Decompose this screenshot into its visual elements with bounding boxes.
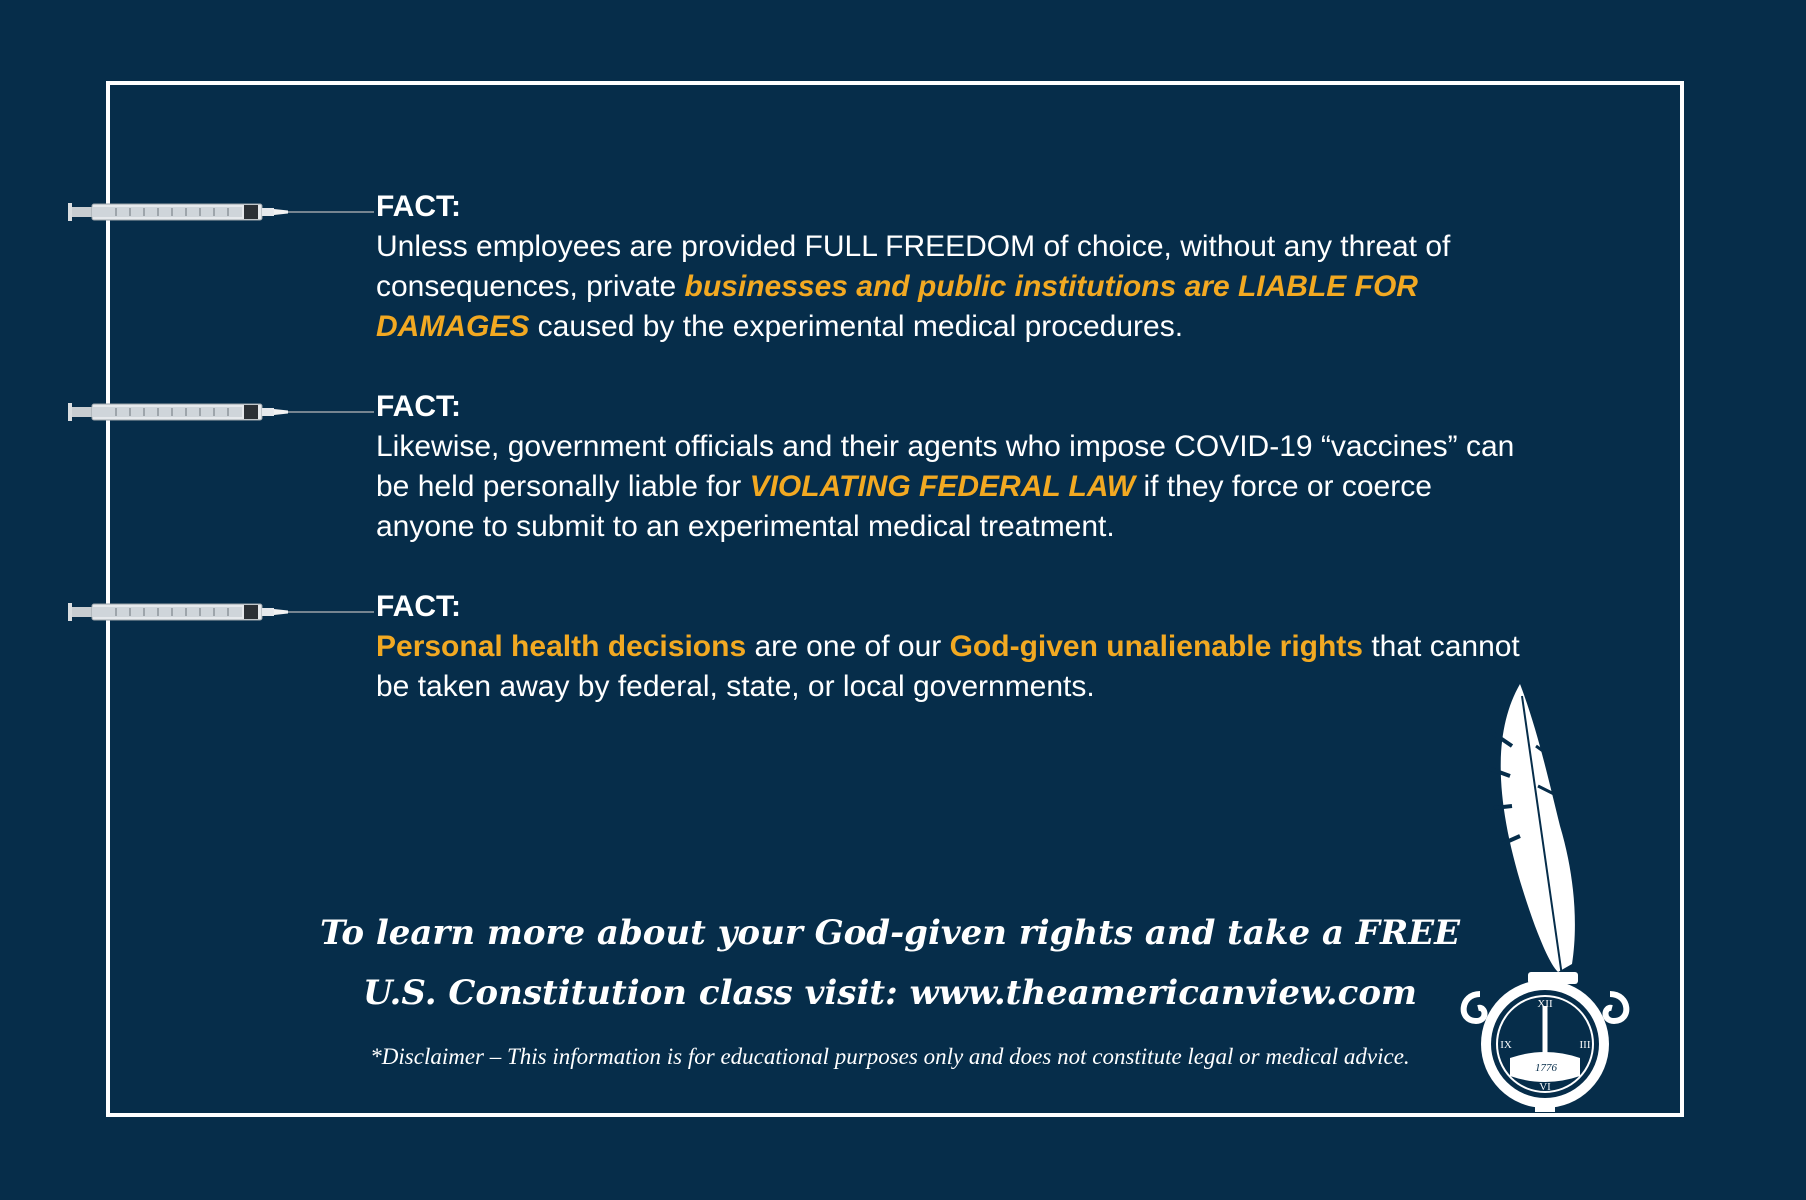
fact-text-3 [376, 587, 1526, 707]
clock-numeral-xii: XII [1537, 998, 1553, 1010]
fact-3-body-end: that cannot be taken away by federal, state, or local governments. [376, 630, 1520, 703]
logo-year: 1776 [1535, 1062, 1557, 1074]
clock-numeral-vi: VI [1539, 1081, 1551, 1093]
fact-2-highlight: VIOLATING FEDERAL LAW [749, 470, 1136, 503]
syringe-icon [66, 395, 376, 429]
syringe-icon [66, 595, 376, 629]
fact-2-body: Likewise, government officials and their agents who impose COVID-19 “vaccines” can be held personally liable for [376, 430, 1515, 503]
fact-1-highlight: businesses and public institutions are LIABLE FOR DAMAGES [376, 270, 1418, 343]
syringe-icon [66, 195, 376, 229]
clock-numeral-iii: III [1579, 1039, 1591, 1051]
fact-text-2 [376, 387, 1526, 547]
fact-1-body-end: caused by the experimental medical procedures. [529, 310, 1184, 343]
fact-3-body: are one of our [746, 630, 950, 663]
fact-label: FACT: [376, 590, 461, 623]
fact-label: FACT: [376, 190, 461, 223]
fact-3-highlight-2: God-given unalienable rights [949, 630, 1363, 663]
cta-line-1: To learn more about your God-given rights and take a FREE [319, 913, 1461, 953]
clock-numeral-ix: IX [1500, 1039, 1512, 1051]
fact-3-highlight-1: Personal health decisions [376, 630, 747, 663]
fact-label: FACT: [376, 390, 461, 423]
fact-1-body: Unless employees are provided FULL FREEDOM of choice, without any threat of consequences, private [376, 230, 1451, 303]
fact-2-body-end: if they force or coerce anyone to submit to an experimental medical treatment. [376, 470, 1432, 543]
disclaimer: *Disclaimer – This information is for educational purposes only and does not constitute legal or medical advice. [370, 1044, 1410, 1069]
cta-line-2[interactable]: U.S. Constitution class visit: www.theamericanview.com [362, 973, 1418, 1013]
quill-inkwell-clock-icon [1450, 676, 1640, 1112]
fact-text-1 [376, 187, 1526, 347]
